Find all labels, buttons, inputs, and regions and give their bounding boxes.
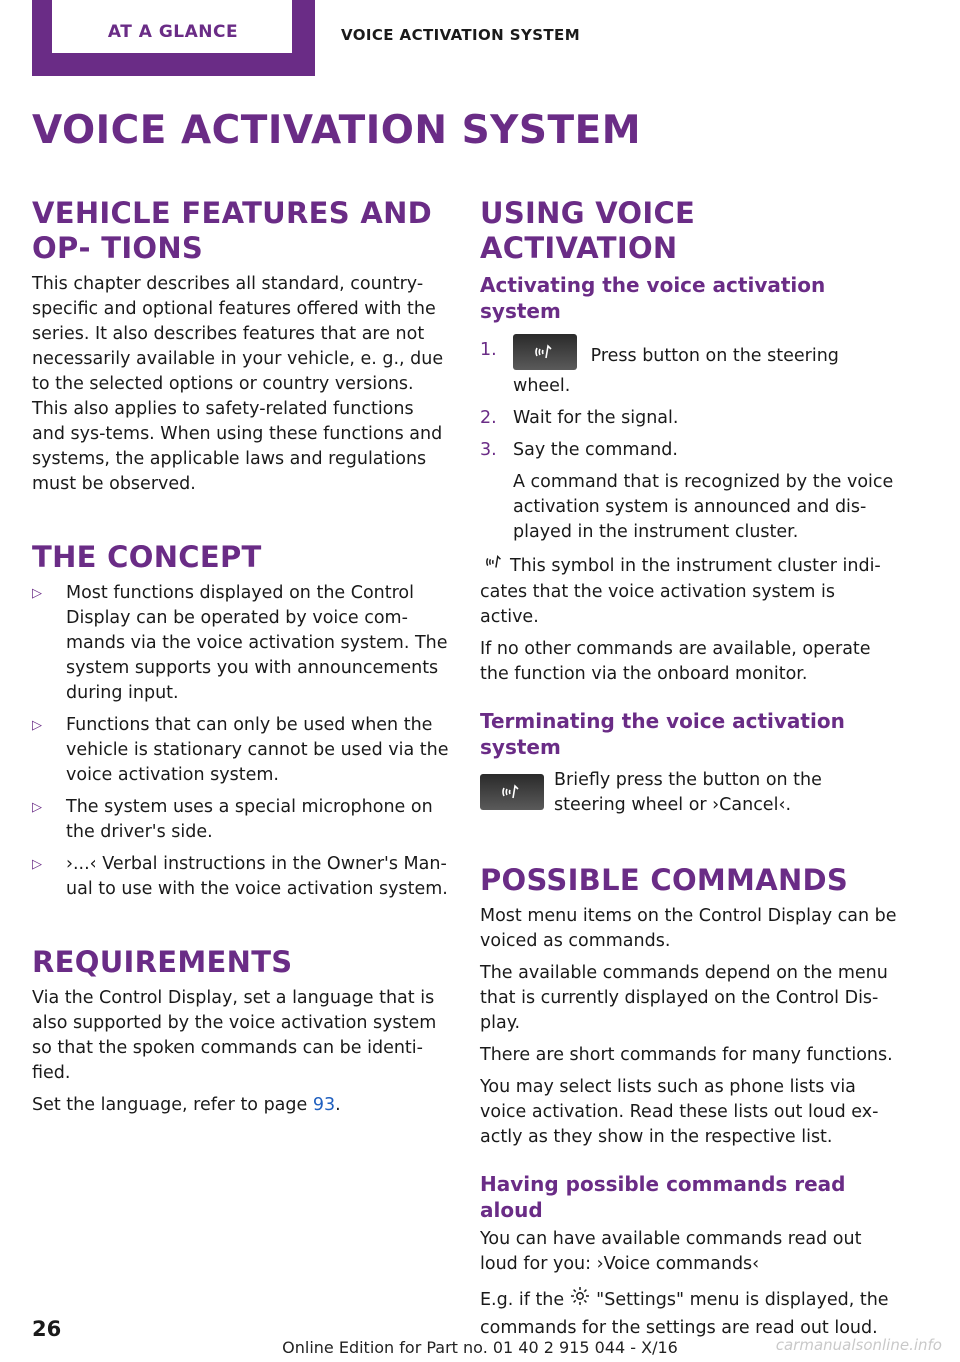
- header-tab-label: AT A GLANCE: [107, 22, 239, 42]
- right-column: [480, 196, 898, 1348]
- step-number: 1.: [480, 340, 497, 360]
- page-title: VOICE ACTIVATION SYSTEM: [32, 108, 642, 153]
- readaloud-p1: You can have available commands read out loud for you: ›Voice commands‹: [480, 1229, 862, 1274]
- using-heading: USING VOICE ACTIVATION: [480, 196, 696, 265]
- edition-footer: Online Edition for Part no. 01 40 2 915 044 - X/16: [282, 1338, 678, 1357]
- voice-button-icon: [480, 774, 544, 810]
- triangle-bullet-icon: ▷: [32, 718, 42, 733]
- terminating-heading: Terminating the voice activation system: [480, 709, 845, 759]
- possible-p1: Most menu items on the Control Display can be voiced as commands.: [480, 906, 897, 951]
- symbol-text-line: This symbol in the instrument cluster indi‐cates that the voice activation system is active.: [480, 552, 898, 630]
- possible-p3: There are short commands for many functions.: [480, 1045, 893, 1065]
- terminating-text: Briefly press the button on the steering wheel or ›Cancel‹.: [554, 770, 822, 815]
- possible-p2: The available commands depend on the menu that is currently displayed on the Control Dis‐play.: [480, 963, 888, 1033]
- language-reference: Set the language, refer to page 93.: [32, 1095, 341, 1115]
- triangle-bullet-icon: ▷: [32, 800, 42, 815]
- concept-item: [32, 795, 450, 845]
- concept-item-text: Functions that can only be used when the vehicle is stationary cannot be used via the voice activation system.: [66, 715, 449, 785]
- possible-heading: POSSIBLE COMMANDS: [480, 863, 849, 897]
- concept-item: [32, 713, 450, 788]
- activating-heading: Activating the voice activation system: [480, 273, 826, 323]
- requirements-heading: REQUIREMENTS: [32, 945, 293, 979]
- concept-heading: THE CONCEPT: [32, 540, 262, 574]
- header-section-title: VOICE ACTIVATION SYSTEM: [341, 26, 581, 44]
- concept-item-text: The system uses a special microphone on the driver's side.: [66, 797, 433, 842]
- gear-icon: [568, 1284, 592, 1316]
- concept-item-text: Most functions displayed on the Control Display can be operated by voice com‐mands via the voice activation system. The system supports you with announcements during input.: [66, 583, 448, 703]
- features-text: This chapter describes all standard, country-specific and optional features offered with the series. It also describes features that are not necessarily available in your vehicle, e. g., due to the selected options or country versions. This also applies to safety-related functions and sys‐tems. When using these functions and systems, the applicable laws and regulations must be observed.: [32, 274, 444, 494]
- concept-item: [32, 852, 450, 902]
- readaloud-heading: Having possible commands read aloud: [480, 1172, 846, 1222]
- features-heading: VEHICLE FEATURES AND OP‐ TIONS: [32, 196, 433, 265]
- watermark: carmanualsonline.info: [775, 1336, 942, 1354]
- concept-item: [32, 581, 450, 706]
- step3-detail: A command that is recognized by the voice activation system is announced and dis‐played in the instrument cluster.: [513, 472, 894, 542]
- step-text: Wait for the signal.: [513, 408, 679, 428]
- step-item: [480, 438, 898, 463]
- step-text: Press button on the steering wheel.: [513, 346, 839, 396]
- voice-symbol-icon: [484, 552, 506, 580]
- page-link[interactable]: 93: [312, 1095, 336, 1115]
- requirements-text: Via the Control Display, set a language that is also supported by the voice activation system so that the spoken commands can be identi‐fied.: [32, 988, 437, 1083]
- page-number: 26: [32, 1317, 62, 1341]
- step-item: [480, 406, 898, 431]
- no-commands-text: If no other commands are available, operate the function via the onboard monitor.: [480, 639, 871, 684]
- concept-item-text: ›...‹ Verbal instructions in the Owner's Man‐ual to use with the voice activation system.: [66, 854, 448, 899]
- triangle-bullet-icon: ▷: [32, 857, 42, 872]
- step-number: 2.: [480, 408, 497, 428]
- voice-button-icon: [513, 334, 577, 370]
- possible-p4: You may select lists such as phone lists via voice activation. Read these lists out loud ex‐actly as they show in the respective list.: [480, 1077, 879, 1147]
- step-item: [480, 338, 898, 399]
- step-number: 3.: [480, 440, 497, 460]
- left-column: [32, 196, 450, 1125]
- readaloud-example: E.g. if the "Settings" menu is displayed, the commands for the settings are read out loud.: [480, 1284, 898, 1341]
- terminating-row: [480, 768, 898, 820]
- step-text: Say the command.: [513, 440, 678, 460]
- triangle-bullet-icon: ▷: [32, 586, 42, 601]
